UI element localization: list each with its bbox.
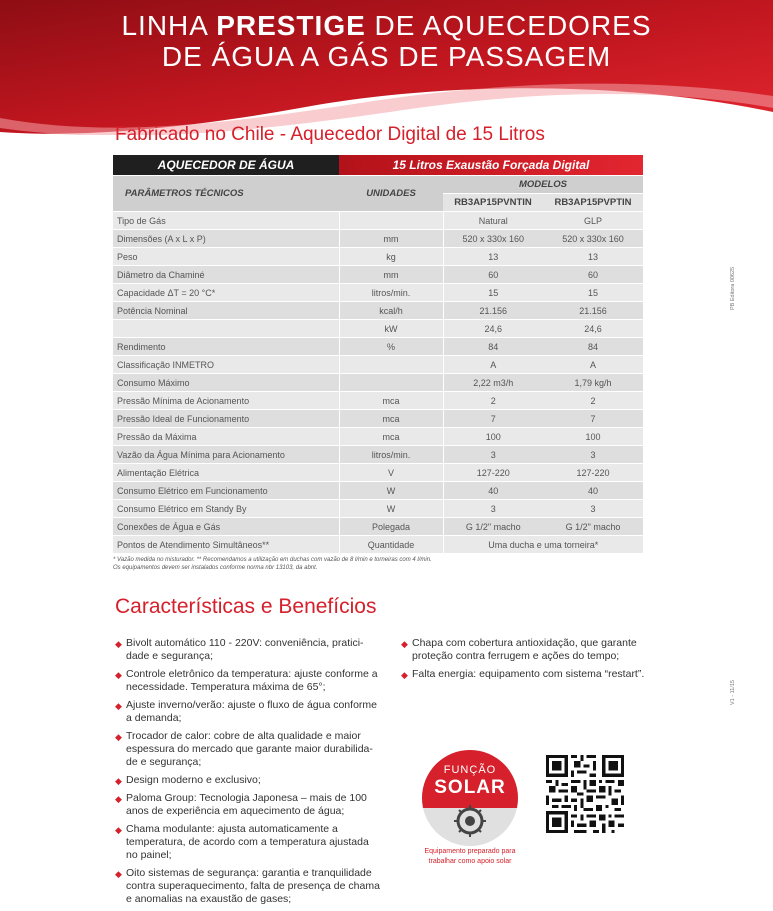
table-row xyxy=(113,320,643,338)
unit-cell: litros/min. xyxy=(339,446,443,464)
solar-badge-line2: SOLAR xyxy=(434,777,506,798)
feature-item xyxy=(115,867,383,906)
value-cell-model-1: G 1/2" macho xyxy=(443,518,543,536)
param-cell: Conexões de Água e Gás xyxy=(113,518,339,536)
unit-cell: mca xyxy=(339,410,443,428)
header-banner xyxy=(0,0,773,135)
param-cell: Tipo de Gás xyxy=(113,212,339,230)
model-2: RB3AP15PVPTIN xyxy=(543,194,643,212)
value-cell-model-1: 520 x 330x 160 xyxy=(443,230,543,248)
unit-cell: kcal/h xyxy=(339,302,443,320)
table-row xyxy=(113,500,643,518)
param-cell: Consumo Máximo xyxy=(113,374,339,392)
feature-text: Chama modulante: ajusta automaticamente a temperatura, de acordo com a temperatura ajustada no painel; xyxy=(126,823,369,861)
value-cell-model-1: 24,6 xyxy=(443,320,543,338)
table-row xyxy=(113,464,643,482)
feature-item xyxy=(115,637,383,663)
table-header-row xyxy=(113,155,643,176)
table-row xyxy=(113,212,643,230)
feature-text: Oito sistemas de segurança: garantia e tranquilidade contra superaquecimento, falta de presença de chama e anomalias na exaustão de gases; xyxy=(126,867,380,905)
param-cell: Alimentação Elétrica xyxy=(113,464,339,482)
value-cell-model-1: 3 xyxy=(443,500,543,518)
unit-cell: kg xyxy=(339,248,443,266)
feature-text: Falta energia: equipamento com sistema “restart”. xyxy=(412,668,645,680)
value-cell-model-2: G 1/2" macho xyxy=(543,518,643,536)
product-subtitle: Fabricado no Chile - Aquecedor Digital de 15 Litros xyxy=(115,124,545,145)
feature-item xyxy=(401,637,661,663)
solar-caption: Equipamento preparado para trabalhar como apoio solar xyxy=(424,848,516,865)
value-cell-model-2: 127-220 xyxy=(543,464,643,482)
value-cell-model-2: 3 xyxy=(543,500,643,518)
table-row xyxy=(113,410,643,428)
bullet-icon: ◆ xyxy=(115,701,122,711)
param-cell: Diâmetro da Chaminé xyxy=(113,266,339,284)
unit-cell: kW xyxy=(339,320,443,338)
feature-item xyxy=(115,668,383,694)
table-row xyxy=(113,446,643,464)
param-cell: Pontos de Atendimento Simultâneos** xyxy=(113,536,339,554)
feature-text: Design moderno e exclusivo; xyxy=(126,774,261,786)
footnote-2: Os equipamentos devem ser instalados conforme norma nbr 13103, da abnt. xyxy=(113,565,318,571)
feature-item xyxy=(115,730,383,769)
param-cell: Pressão Ideal de Funcionamento xyxy=(113,410,339,428)
feature-item xyxy=(115,774,383,787)
unit-cell: W xyxy=(339,500,443,518)
params-label: PARÂMETROS TÉCNICOS xyxy=(113,176,339,212)
feature-text: Chapa com cobertura antioxidação, que garante proteção contra ferrugem e ações do tempo; xyxy=(412,637,637,662)
value-cell-model-2: 40 xyxy=(543,482,643,500)
value-cell-model-2: 84 xyxy=(543,338,643,356)
value-cell-model-2: 7 xyxy=(543,410,643,428)
value-cell-model-1: 40 xyxy=(443,482,543,500)
bullet-icon: ◆ xyxy=(115,670,122,680)
feature-text: Paloma Group: Tecnologia Japonesa – mais de 100 anos de experiência em aquecimento de água; xyxy=(126,792,367,817)
table-row xyxy=(113,284,643,302)
unit-cell: Quantidade xyxy=(339,536,443,554)
features-list-left xyxy=(115,637,383,911)
value-cell-model-2: 3 xyxy=(543,446,643,464)
param-cell: Consumo Elétrico em Standy By xyxy=(113,500,339,518)
bullet-icon: ◆ xyxy=(115,794,122,804)
bullet-icon: ◆ xyxy=(115,869,122,879)
models-label: MODELOS xyxy=(443,176,643,194)
footnote-1: * Vazão medida no misturador. ** Recomendamos a utilização em duchas com vazão de 8 l/min e torneiras com 4 l/min. xyxy=(113,557,432,563)
table-row xyxy=(113,374,643,392)
value-cell-model-2: 13 xyxy=(543,248,643,266)
value-cell-model-1: 2 xyxy=(443,392,543,410)
model-1: RB3AP15PVNTIN xyxy=(443,194,543,212)
feature-text: Trocador de calor: cobre de alta qualidade e maior espessura do mercado que garante maior durabilida-de e segurança; xyxy=(126,730,373,768)
features-title: Características e Benefícios xyxy=(115,595,377,618)
value-cell-model-1: 13 xyxy=(443,248,543,266)
unit-cell: litros/min. xyxy=(339,284,443,302)
param-cell: Dimensões (A x L x P) xyxy=(113,230,339,248)
bullet-icon: ◆ xyxy=(115,639,122,649)
table-row xyxy=(113,536,643,554)
footnotes xyxy=(113,556,432,572)
unit-cell: mm xyxy=(339,266,443,284)
unit-cell xyxy=(339,356,443,374)
feature-item xyxy=(401,668,661,681)
features-list-right xyxy=(401,637,661,686)
feature-item xyxy=(115,792,383,818)
param-cell: Capacidade ΔT = 20 °C* xyxy=(113,284,339,302)
qr-code xyxy=(546,755,624,833)
value-cell-model-1: 100 xyxy=(443,428,543,446)
table-row xyxy=(113,302,643,320)
value-cell-model-2: A xyxy=(543,356,643,374)
table-subheader-row xyxy=(113,176,643,194)
units-label: UNIDADES xyxy=(339,176,443,212)
value-cell-model-1: Natural xyxy=(443,212,543,230)
param-cell: Pressão Mínima de Acionamento xyxy=(113,392,339,410)
value-cell-model-1: 7 xyxy=(443,410,543,428)
value-cell-model-1: 60 xyxy=(443,266,543,284)
table-row xyxy=(113,356,643,374)
header-left: AQUECEDOR DE ÁGUA xyxy=(113,155,339,176)
table-row xyxy=(113,428,643,446)
value-cell-model-1: 2,22 m3/h xyxy=(443,374,543,392)
side-text-version: V1 - 11/15 xyxy=(730,680,736,705)
unit-cell xyxy=(339,374,443,392)
feature-text: Ajuste inverno/verão: ajuste o fluxo de água conforme a demanda; xyxy=(126,699,377,724)
value-cell-model-2: 520 x 330x 160 xyxy=(543,230,643,248)
unit-cell: V xyxy=(339,464,443,482)
unit-cell: W xyxy=(339,482,443,500)
table-row xyxy=(113,518,643,536)
param-cell: Classificação INMETRO xyxy=(113,356,339,374)
unit-cell: mca xyxy=(339,428,443,446)
param-cell: Potência Nominal xyxy=(113,302,339,320)
value-cell-model-2: 24,6 xyxy=(543,320,643,338)
bullet-icon: ◆ xyxy=(115,825,122,835)
solar-badge xyxy=(422,750,518,846)
unit-cell: mm xyxy=(339,230,443,248)
feature-text: Controle eletrônico da temperatura: ajuste conforme a necessidade. Temperatura máxima de 65°; xyxy=(126,668,378,693)
table-row xyxy=(113,482,643,500)
value-cell-model-2: 15 xyxy=(543,284,643,302)
bullet-icon: ◆ xyxy=(115,732,122,742)
table-row xyxy=(113,248,643,266)
feature-item xyxy=(115,823,383,862)
header-right: 15 Litros Exaustão Forçada Digital xyxy=(339,155,643,176)
sun-gear-icon xyxy=(422,750,518,846)
param-cell: Peso xyxy=(113,248,339,266)
value-cell-model-2: 60 xyxy=(543,266,643,284)
param-cell: Consumo Elétrico em Funcionamento xyxy=(113,482,339,500)
value-cell-model-1: A xyxy=(443,356,543,374)
spec-table xyxy=(113,155,643,554)
value-cell-model-1: 15 xyxy=(443,284,543,302)
value-cell-model-1: 21.156 xyxy=(443,302,543,320)
bullet-icon: ◆ xyxy=(115,776,122,786)
bullet-icon: ◆ xyxy=(401,639,408,649)
bullet-icon: ◆ xyxy=(401,670,408,680)
table-row xyxy=(113,266,643,284)
spec-body xyxy=(113,212,643,554)
value-cell-model-1: 84 xyxy=(443,338,543,356)
unit-cell: % xyxy=(339,338,443,356)
param-cell: Pressão da Máxima xyxy=(113,428,339,446)
table-row xyxy=(113,338,643,356)
solar-badge-line1: FUNÇÃO xyxy=(443,764,497,776)
param-cell: Rendimento xyxy=(113,338,339,356)
param-cell xyxy=(113,320,339,338)
value-cell-model-2: GLP xyxy=(543,212,643,230)
unit-cell: Polegada xyxy=(339,518,443,536)
unit-cell xyxy=(339,212,443,230)
value-cell-model-2: 21.156 xyxy=(543,302,643,320)
param-cell: Vazão da Água Mínima para Acionamento xyxy=(113,446,339,464)
value-cell-model-1: 3 xyxy=(443,446,543,464)
value-cell-merged: Uma ducha e uma torneira* xyxy=(443,536,643,554)
side-text-editora: PB Editora 00625 xyxy=(730,266,736,310)
value-cell-model-2: 2 xyxy=(543,392,643,410)
feature-text: Bivolt automático 110 - 220V: conveniência, pratici-dade e segurança; xyxy=(126,637,364,662)
banner-title: LINHA PRESTIGE DE AQUECEDORES DE ÁGUA A GÁS DE PASSAGEM xyxy=(121,10,652,72)
value-cell-model-1: 127-220 xyxy=(443,464,543,482)
feature-item xyxy=(115,699,383,725)
value-cell-model-2: 100 xyxy=(543,428,643,446)
table-row xyxy=(113,392,643,410)
table-row xyxy=(113,230,643,248)
value-cell-model-2: 1,79 kg/h xyxy=(543,374,643,392)
unit-cell: mca xyxy=(339,392,443,410)
